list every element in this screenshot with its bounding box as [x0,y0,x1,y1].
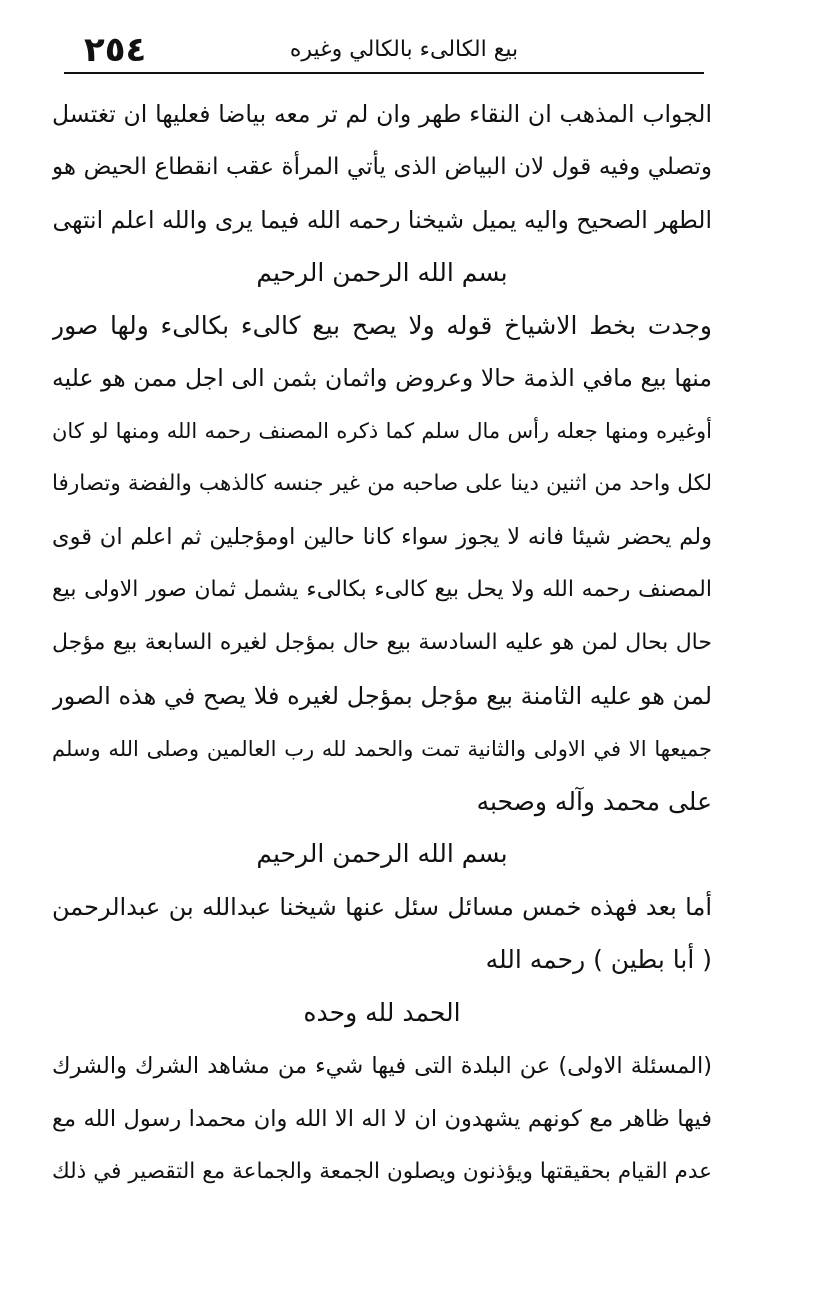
text-line: الجواب المذهب ان النقاء طهر وان لم تر معه بياضا فعليها ان تغتسل [52,100,712,128]
text-line: حال بحال لمن هو عليه السادسة بيع حال بمؤجل لغيره السابعة بيع مؤجل [52,629,712,655]
text-line: لكل واحد من اثنين دينا على صاحبه من غير جنسه كالذهب والفضة وتصارفا [52,471,712,497]
text-line: المصنف رحمه الله ولا يحل بيع كالىء بكالىء يشمل ثمان صور الاولى بيع [52,577,712,603]
text-line: وتصلي وفيه قول لان البياض الذى يأتي المرأة عقب انقطاع الحيض هو [52,153,712,180]
page-header [64,28,704,72]
text-line: أوغيره ومنها جعله رأس مال سلم كما ذكره المصنف رحمه الله ومنها لو كان [52,419,712,444]
section-heading: بسم الله الرحمن الرحيم [256,839,508,869]
text-line: فيها ظاهر مع كونهم يشهدون ان لا اله الا الله وان محمدا رسول الله مع [52,1105,712,1132]
text-line: ولم يحضر شيئا فانه لا يجوز سواء كانا حالين اومؤجلين ثم اعلم ان قوى [52,524,712,551]
running-title: بيع الكالىء بالكالي وغيره [289,37,519,62]
text-line: الطهر الصحيح واليه يميل شيخنا رحمه الله فيما يرى والله اعلم انتهى [52,205,712,234]
text-line: وجدت بخط الاشياخ قوله ولا يصح بيع كالىء بكالىء ولها صور [52,310,712,340]
body-text [52,88,712,1199]
text-line: منها بيع مافي الذمة حالا وعروض واثمان بثمن الى اجل ممن هو عليه [52,364,712,393]
text-line: عدم القيام بحقيقتها ويؤذنون ويصلون الجمعة والجماعة مع التقصير في ذلك [52,1158,712,1184]
text-line: جميعها الا في الاولى والثانية تمت والحمد لله رب العالمين وصلى الله وسلم [52,736,712,761]
text-line: (المسئلة الاولى) عن البلدة التى فيها شيء من مشاهد الشرك والشرك [52,1053,712,1080]
text-line: لمن هو عليه الثامنة بيع مؤجل بمؤجل لغيره فلا يصح في هذه الصور [52,681,712,710]
page-number: ٢٥٤ [84,30,147,70]
section-heading: الحمد لله وحده [303,998,461,1028]
text-line: أما بعد فهذه خمس مسائل سئل عنها شيخنا عبدالله بن عبدالرحمن [52,893,712,922]
text-line: على محمد وآله وصحبه [476,786,712,816]
text-line: ( أبا بطين ) رحمه الله [485,945,712,975]
header-rule [64,72,704,74]
section-heading: بسم الله الرحمن الرحيم [256,257,508,287]
